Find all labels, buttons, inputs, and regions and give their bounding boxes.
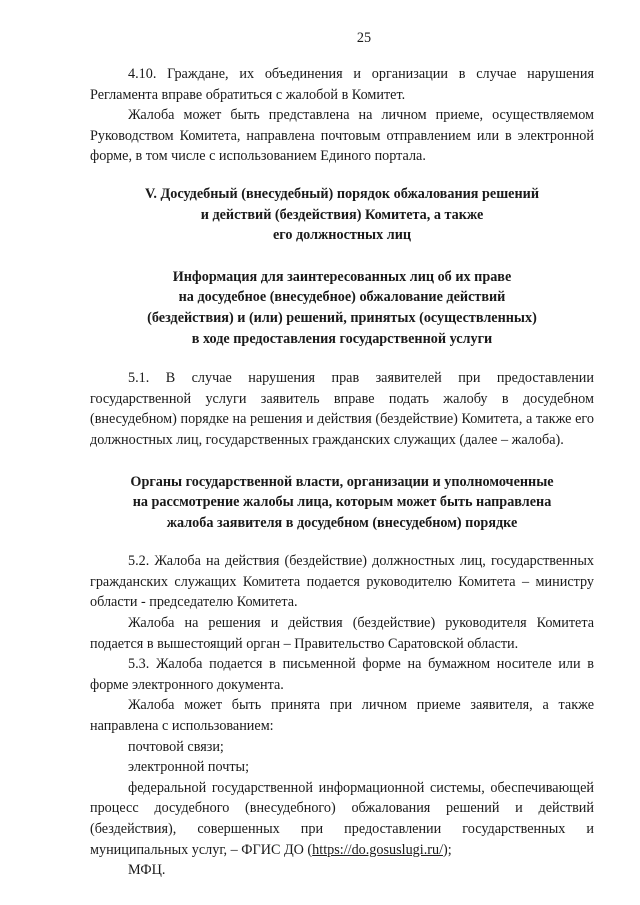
- document-page: [90, 28, 594, 881]
- paragraph-5-3-channels: Жалоба может быть принята при личном приеме заявителя, а также направлена с использованием:: [90, 697, 594, 735]
- paragraph-4-10: 4.10. Граждане, их объединения и организации в случае нарушения Регламента вправе обратиться с жалобой в Комитет.: [90, 66, 594, 103]
- section-v-heading: [90, 184, 594, 246]
- section-v-heading-line: и действий (бездействия) Комитета, а также: [200, 206, 484, 223]
- paragraph-5-2-higher-body: Жалоба на решения и действия (бездействие) руководителя Комитета подается в вышестоящий орган – Правительство Саратовской области.: [90, 615, 594, 652]
- paragraph-5-3: 5.3. Жалоба подается в письменной форме на бумажном носителе или в форме электронного документа.: [90, 656, 594, 693]
- info-heading-line: (бездействия) и (или) решений, принятых (осуществленных): [147, 309, 537, 326]
- list-item-fgis-text: федеральной государственной информационной системы, обеспечивающей процесс досудебного (внесудебного) обжалования решений и действий (бездействия), совершенных при предоставлении государственных и муниципальных услуг, – ФГИС ДО (: [90, 779, 594, 858]
- list-item-fgis-end: );: [443, 841, 452, 858]
- list-item-post: почтовой связи;: [128, 738, 224, 755]
- info-heading: [90, 267, 594, 349]
- list-item-email: электронной почты;: [128, 759, 250, 776]
- paragraph-5-2: 5.2. Жалоба на действия (бездействие) должностных лиц, государственных гражданских служащих Комитета подается руководителю Комитета – министру области - председателю Комитета.: [90, 553, 594, 611]
- page-number: 25: [356, 30, 372, 46]
- info-heading-line: Информация для заинтересованных лиц об их праве: [172, 268, 512, 285]
- info-heading-line: в ходе предоставления государственной услуги: [191, 330, 493, 347]
- organs-heading-line: Органы государственной власти, организации и уполномоченные: [130, 473, 554, 490]
- paragraph-5-1: 5.1. В случае нарушения прав заявителей при предоставлении государственной услуги заявитель вправе подать жалобу в досудебном (внесудебном) порядке на решения и действия (бездействие) Комитета, а также его должностных лиц, государственных гражданских служащих (далее – жалоба).: [90, 370, 594, 448]
- organs-heading-line: на рассмотрение жалобы лица, которым может быть направлена: [132, 494, 552, 511]
- paragraph-4-10-complaint-forms: Жалоба может быть представлена на личном приеме, осуществляемом Руководством Комитета, направлена почтовым отправлением или в электронной форме, в том числе с использованием Единого портала.: [90, 107, 594, 165]
- list-item-fgis: [90, 778, 594, 860]
- gosuslugi-link[interactable]: https://do.gosuslugi.ru/: [312, 841, 444, 858]
- organs-heading: [90, 472, 594, 534]
- section-v-heading-line: V. Досудебный (внесудебный) порядок обжалования решений: [145, 185, 539, 202]
- organs-heading-line: жалоба заявителя в досудебном (внесудебном) порядке: [166, 514, 518, 531]
- info-heading-line: на досудебное (внесудебное) обжалование действий: [178, 289, 506, 306]
- section-v-heading-line: его должностных лиц: [272, 227, 412, 244]
- list-item-mfc: МФЦ.: [128, 862, 166, 879]
